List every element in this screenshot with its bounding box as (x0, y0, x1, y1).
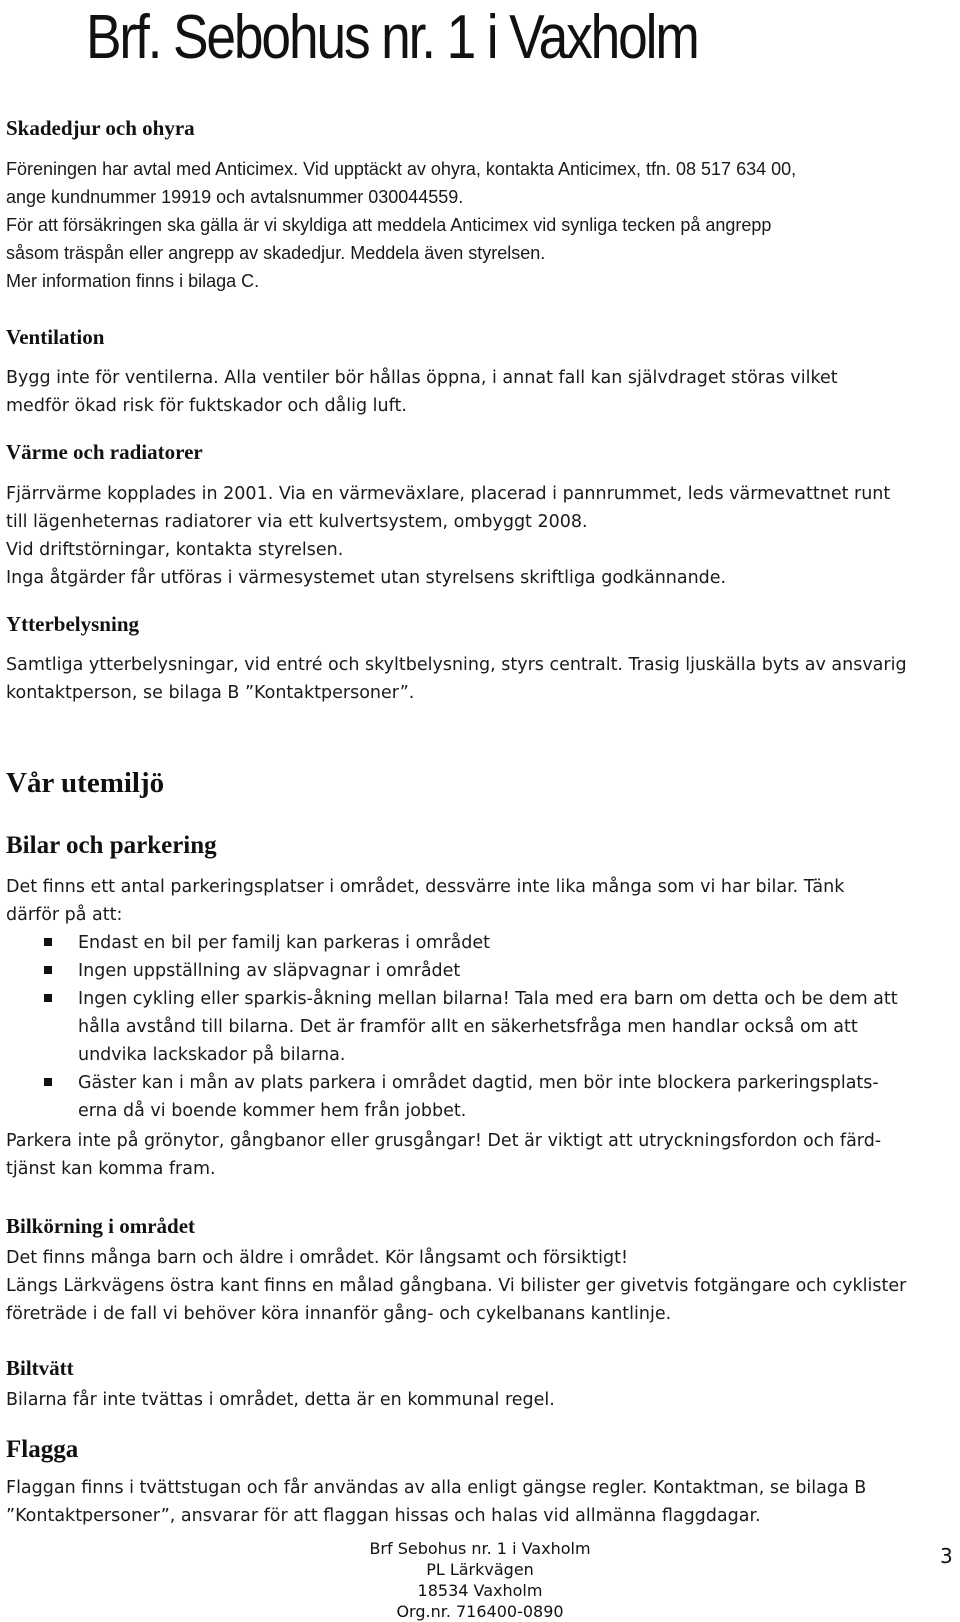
text-line: Fjärrvärme kopplades in 2001. Via en värmeväxlare, placerad i pannrummet, leds värmevattnet runt (6, 484, 891, 504)
bullet-icon (44, 994, 52, 1002)
bullet-icon (44, 1078, 52, 1086)
text-line: företräde i de fall vi behöver köra innanför gång- och cykelbanans kantlinje. (6, 1304, 672, 1324)
text-line: Flaggan finns i tvättstugan och får användas av alla enligt gängse regler. Kontaktman, se bilaga B (6, 1478, 867, 1498)
paragraph-bilkorning (6, 1244, 956, 1328)
paragraph-varme (6, 480, 956, 592)
heading-ventilation: Ventilation (6, 325, 105, 349)
heading-bilar: Bilar och parkering (6, 832, 217, 859)
page-number: 3 (940, 1544, 953, 1568)
text-line: därför på att: (6, 905, 123, 925)
paragraph-biltvatt (6, 1386, 956, 1414)
parking-rules-list (6, 929, 956, 1125)
heading-bilkorning: Bilkörning i området (6, 1214, 196, 1238)
text-line: Det finns många barn och äldre i området. Kör långsamt och försiktigt! (6, 1248, 628, 1268)
bullet-icon (44, 938, 52, 946)
text-line: medför ökad risk för fuktskador och dålig luft. (6, 396, 407, 416)
text-line: Endast en bil per familj kan parkeras i området (78, 933, 490, 953)
text-line: Ingen uppställning av släpvagnar i området (78, 961, 461, 981)
page-title: Brf. Sebohus nr. 1 i Vaxholm (86, 3, 698, 72)
heading-biltvatt: Biltvätt (6, 1356, 74, 1380)
text-line: hålla avstånd till bilarna. Det är framför allt en säkerhetsfråga men handlar också om att (78, 1017, 858, 1037)
text-line: Samtliga ytterbelysningar, vid entré och skyltbelysning, styrs centralt. Trasig ljuskälla byts av ansvarig (6, 655, 907, 675)
text-line: Gäster kan i mån av plats parkera i området dagtid, men bör inte blockera parkeringsplats- (78, 1073, 879, 1093)
text-line: För att försäkringen ska gälla är vi skyldiga att meddela Anticimex vid synliga tecken på angrepp (6, 215, 772, 235)
text-line: Bygg inte för ventilerna. Alla ventiler bör hållas öppna, i annat fall kan självdraget störas vilket (6, 368, 838, 388)
heading-skadedjur: Skadedjur och ohyra (6, 116, 195, 140)
text-line: Längs Lärkvägens östra kant finns en målad gångbana. Vi bilister ger givetvis fotgängare och cyklister (6, 1276, 907, 1296)
text-line: kontaktperson, se bilaga B ”Kontaktpersoner”. (6, 683, 415, 703)
paragraph-bilar-outro (6, 1127, 956, 1183)
text-line: såsom träspån eller angrepp av skadedjur. Meddela även styrelsen. (6, 243, 546, 263)
list-item (6, 929, 956, 957)
footer-line: Brf Sebohus nr. 1 i Vaxholm (369, 1539, 591, 1558)
footer-line: PL Lärkvägen (426, 1560, 534, 1579)
text-line: Föreningen har avtal med Anticimex. Vid upptäckt av ohyra, kontakta Anticimex, tfn. 08 517 634 00, (6, 159, 797, 179)
text-line: Inga åtgärder får utföras i värmesystemet utan styrelsens skriftliga godkännande. (6, 568, 727, 588)
footer-line: 18534 Vaxholm (417, 1581, 543, 1600)
text-line: erna då vi boende kommer hem från jobbet. (78, 1101, 467, 1121)
heading-varme: Värme och radiatorer (6, 440, 203, 464)
heading-var-utemiljo: Vår utemiljö (6, 767, 165, 799)
text-line: tjänst kan komma fram. (6, 1159, 216, 1179)
heading-ytterbelysning: Ytterbelysning (6, 612, 139, 636)
text-line: Mer information finns i bilaga C. (6, 271, 260, 291)
text-line: ”Kontaktpersoner”, ansvarar för att flaggan hissas och halas vid allmänna flaggdagar. (6, 1506, 761, 1526)
text-line: undvika lackskador på bilarna. (78, 1045, 346, 1065)
text-line: Ingen cykling eller sparkis-åkning mellan bilarna! Tala med era barn om detta och be dem att (78, 989, 898, 1009)
paragraph-bilar-intro (6, 873, 956, 929)
list-item (6, 985, 956, 1069)
paragraph-flagga (6, 1474, 956, 1530)
bullet-icon (44, 966, 52, 974)
paragraph-skadedjur (6, 155, 956, 295)
text-line: till lägenheternas radiatorer via ett kulvertsystem, ombyggt 2008. (6, 512, 588, 532)
text-line: ange kundnummer 19919 och avtalsnummer 030044559. (6, 187, 464, 207)
heading-flagga: Flagga (6, 1436, 79, 1463)
list-item (6, 1069, 956, 1125)
footer-line: Org.nr. 716400-0890 (396, 1602, 564, 1621)
text-line: Vid driftstörningar, kontakta styrelsen. (6, 540, 344, 560)
text-line: Det finns ett antal parkeringsplatser i området, dessvärre inte lika många som vi har bilar. Tänk (6, 877, 845, 897)
page-footer (330, 1538, 630, 1622)
list-item (6, 957, 956, 985)
text-line: Parkera inte på grönytor, gångbanor eller grusgångar! Det är viktigt att utryckningsfordon och färd- (6, 1131, 882, 1151)
text-line: Bilarna får inte tvättas i området, detta är en kommunal regel. (6, 1390, 555, 1410)
paragraph-ytterbelysning (6, 651, 956, 707)
paragraph-ventilation (6, 364, 956, 420)
